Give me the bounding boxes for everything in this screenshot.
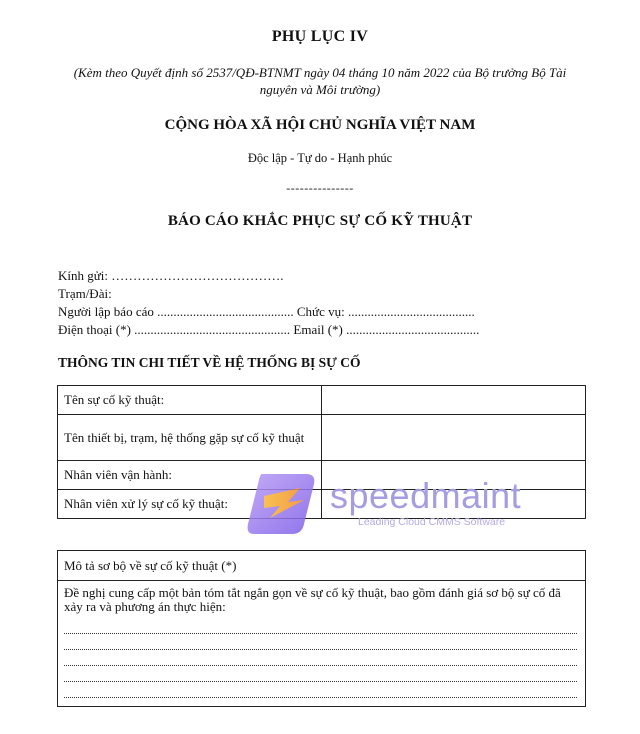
speedmaint-watermark [244,466,534,542]
row-label: Nhân viên xử lý sự cố kỹ thuật: [58,490,322,519]
reporter-line: Người lập báo cáo .......................................... Chức vụ: ....................................... [58,304,475,319]
national-motto: Độc lập - Tự do - Hạnh phúc [247,151,393,165]
watermark-tagline: Leading Cloud CMMS Software [358,516,506,528]
dotted-line [64,625,577,634]
description-instruction: Đề nghị cung cấp một bản tóm tắt ngắn gọn về sự cố kỹ thuật, bao gồm đánh giá sơ bộ sự cố đã xảy ra và phương án thực hiện: [64,585,561,614]
description-heading: Mô tả sơ bộ về sự cố kỹ thuật (*) [58,551,585,581]
dotted-line [64,657,577,666]
report-title: BÁO CÁO KHẮC PHỤC SỰ CỐ KỸ THUẬT [167,213,473,229]
speedmaint-logo-icon [244,466,324,542]
table-row [58,386,586,415]
recipient-line: Kính gửi: …………………………………. [58,268,284,283]
national-title: CỘNG HÒA XÃ HỘI CHỦ NGHĨA VIỆT NAM [164,117,476,133]
row-label: Tên sự cố kỹ thuật: [58,386,322,415]
row-value [322,386,586,415]
appendix-title: PHỤ LỤC IV [271,28,369,45]
contact-line: Điện thoại (*) ................................................ Email (*) ......................................... [58,322,480,337]
table-row [58,415,586,461]
dotted-line [64,641,577,650]
dotted-line [64,689,577,698]
decision-reference: (Kèm theo Quyết định số 2537/QĐ-BTNMT ngày 04 tháng 10 năm 2022 của Bộ trưởng Bộ Tài nguyên và Môi trường) [73,65,567,97]
description-box [57,550,586,707]
station-line: Trạm/Đài: [58,286,112,301]
watermark-brand: speedmaint [330,475,522,516]
row-value [322,415,586,461]
dotted-line [64,673,577,682]
row-label: Tên thiết bị, trạm, hệ thống gặp sự cố kỹ thuật [58,415,322,461]
header-divider: --------------- [286,181,354,195]
row-label: Nhân viên vận hành: [58,461,322,490]
section-title: THÔNG TIN CHI TIẾT VỀ HỆ THỐNG BỊ SỰ CỐ [58,355,361,370]
